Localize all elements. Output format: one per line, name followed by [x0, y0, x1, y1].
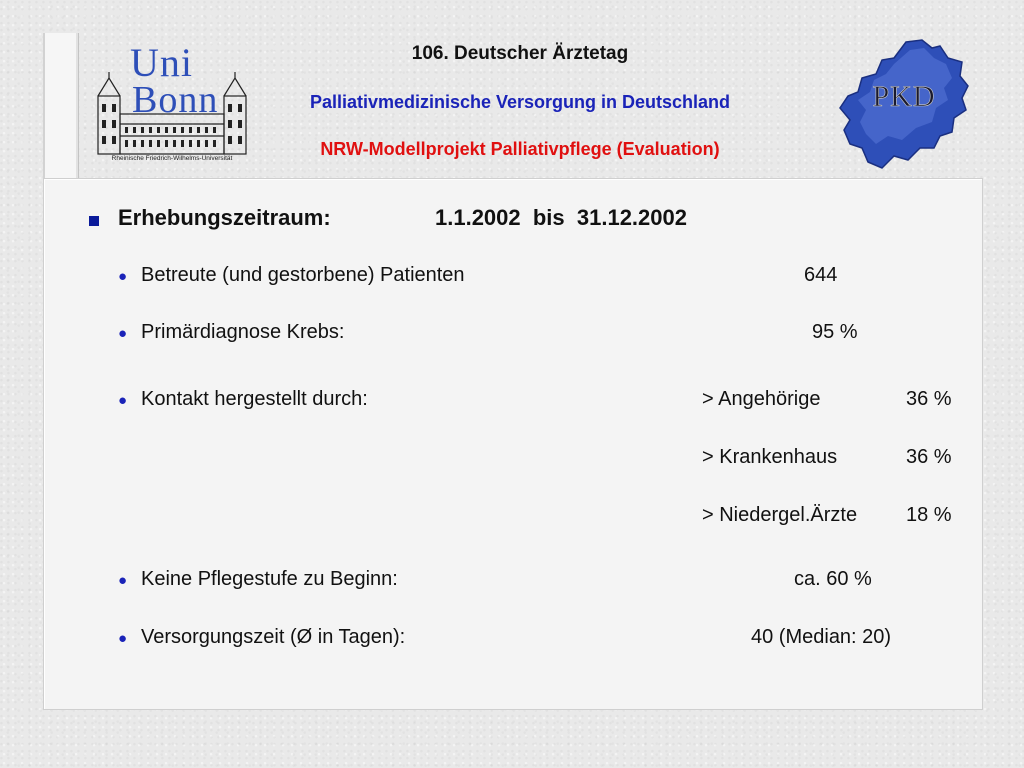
sub-item-label: > Niedergel.Ärzte — [702, 504, 858, 526]
survey-period-value: 1.1.2002 bis 31.12.2002 — [435, 205, 687, 230]
pkd-logo-text: PKD — [872, 80, 936, 113]
logo-caption: Rheinische Friedrich-Wilhelms-Universität — [111, 155, 233, 162]
logo-bonn-text: Bonn — [132, 79, 219, 121]
survey-period-label: Erhebungszeitraum: — [118, 205, 331, 230]
header-title: 106. Deutscher Ärztetag — [411, 43, 629, 64]
item-value: 40 (Median: 20) — [751, 626, 892, 648]
circle-bullet-icon: ● — [118, 572, 128, 589]
item-label: Primärdiagnose Krebs: — [141, 321, 345, 343]
circle-bullet-icon: ● — [118, 630, 128, 647]
item-value: 644 — [804, 264, 838, 286]
item-label: Kontakt hergestellt durch: — [141, 388, 368, 410]
item-value: 95 % — [812, 321, 858, 343]
sub-item-value: 18 % — [906, 504, 952, 526]
sub-item-label: > Angehörige — [702, 388, 821, 410]
circle-bullet-icon: ● — [118, 268, 128, 285]
item-label: Betreute (und gestorbene) Patienten — [141, 264, 465, 286]
header-subtitle: Palliativmedizinische Versorgung in Deutschland — [309, 92, 731, 112]
square-bullet-icon — [89, 216, 99, 226]
sub-item-value: 36 % — [906, 388, 952, 410]
item-label: Versorgungszeit (Ø in Tagen): — [141, 626, 406, 648]
sub-item-label: > Krankenhaus — [702, 446, 838, 468]
item-value: ca. 60 % — [794, 568, 872, 590]
sub-item-value: 36 % — [906, 446, 952, 468]
item-label: Keine Pflegestufe zu Beginn: — [141, 568, 398, 590]
logo-uni-text: Uni — [130, 40, 193, 85]
circle-bullet-icon: ● — [118, 392, 128, 409]
header-project: NRW-Modellprojekt Palliativpflege (Evaluation) — [320, 139, 720, 159]
circle-bullet-icon: ● — [118, 325, 128, 342]
